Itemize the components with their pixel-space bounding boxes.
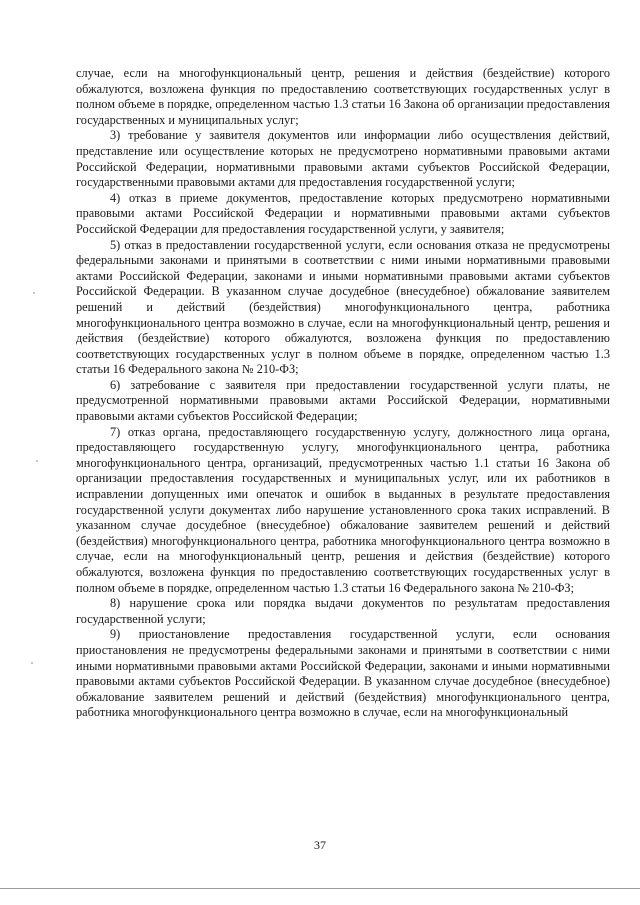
paragraph-item-9: 9) приостановление предоставления государственной услуги, если основания приостановления не предусмотрены федеральными законами и принятыми в соответствии с ними иными нормативными правовыми актами Российской Федерации, законами и иными нормативными правовыми актами субъектов Российской Федерации. В указанном случае досудебное (внесудебное) обжалование заявителем решений и действий (бездействия) многофункционального центра, работника многофункционального центра возможно в случае, если на многофункциональный <box>76 627 610 720</box>
page-number: 37 <box>314 838 326 852</box>
scan-speck <box>36 460 38 462</box>
document-body <box>76 66 610 721</box>
paragraph-item-8: 8) нарушение срока или порядка выдачи документов по результатам предоставления государственной услуги; <box>76 596 610 626</box>
paragraph-item-3: 3) требование у заявителя документов или информации либо осуществления действий, представление или осуществление которых не предусмотрено нормативными правовыми актами Российской Федерации, нормативными правовыми актами субъектов Российской Федерации, государственными правовыми актами для предоставления государственной услуги; <box>76 128 610 190</box>
paragraph-item-7: 7) отказ органа, предоставляющего государственную услугу, должностного лица органа, предоставляющего государственную услугу, многофункционального центра, работника многофункционального центра, организаций, предусмотренных частью 1.1 статьи 16 Закона об организации предоставления государственных и муниципальных услуг, или их работников в исправлении допущенных ими опечаток и ошибок в выданных в результате предоставления государственной услуги документах либо нарушение установленного срока таких исправлений. В указанном случае досудебное (внесудебное) обжалование заявителем решений и действий (бездействия) многофункционального центра, работника многофункционального центра возможно в случае, если на многофункциональный центр, решения и действия (бездействие) которого обжалуются, возложена функция по предоставлению соответствующих государственных услуг в полном объеме в порядке, определенном частью 1.3 статьи 16 Федерального закона № 210-ФЗ; <box>76 424 610 595</box>
scan-edge-line <box>0 888 640 889</box>
paragraph-item-6: 6) затребование с заявителя при предоставлении государственной услуги платы, не предусмотренной нормативными правовыми актами Российской Федерации, нормативными правовыми актами субъектов Российской Федерации; <box>76 377 610 424</box>
paragraph-item-5: 5) отказ в предоставлении государственной услуги, если основания отказа не предусмотрены федеральными законами и принятыми в соответствии с ними иными нормативными правовыми актами Российской Федерации, законами и иными нормативными правовыми актами субъектов Российской Федерации. В указанном случае досудебное (внесудебное) обжалование заявителем решений и действий (бездействия) многофункционального центра, работника многофункционального центра возможно в случае, если на многофункциональный центр, решения и действия (бездействие) которого обжалуются, возложена функция по предоставлению соответствующих государственных услуг в полном объеме в порядке, определенном частью 1.3 статьи 16 Федерального закона № 210-ФЗ; <box>76 237 610 377</box>
paragraph: случае, если на многофункциональный центр, решения и действия (бездействие) которого обжалуются, возложена функция по предоставлению соответствующих государственных услуг в полном объеме в порядке, определенном частью 1.3 статьи 16 Закона об организации предоставления государственных и муниципальных услуг; <box>76 66 610 127</box>
paragraph-item-4: 4) отказ в приеме документов, предоставление которых предусмотрено нормативными правовыми актами Российской Федерации и нормативными правовыми актами субъектов Российской Федерации для предоставления государственной услуги, у заявителя; <box>76 190 610 236</box>
scan-speck <box>31 662 33 664</box>
scan-speck <box>33 292 35 294</box>
